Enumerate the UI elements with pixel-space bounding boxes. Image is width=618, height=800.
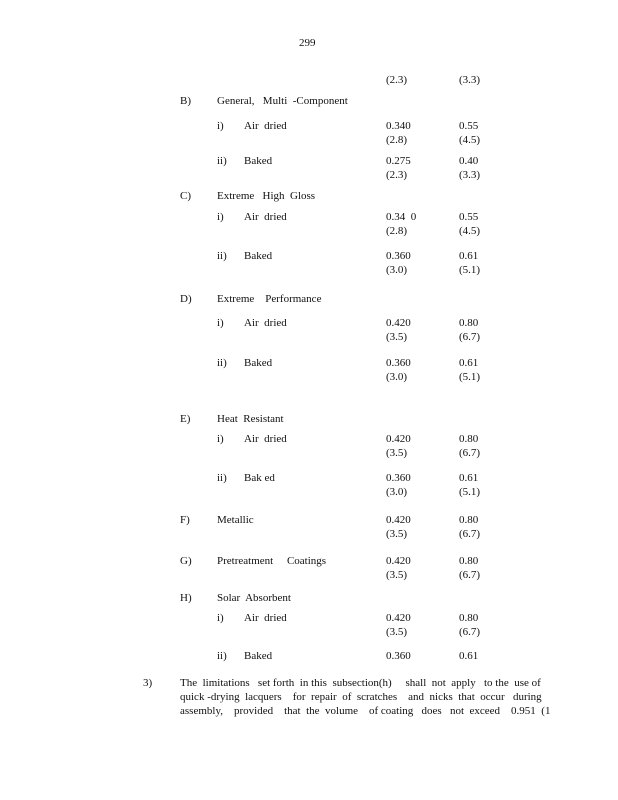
top-value-1: (2.3) bbox=[386, 74, 408, 86]
c-i-label: Air dried bbox=[244, 211, 287, 223]
h-i-num: i) bbox=[217, 612, 224, 624]
d-i-num: i) bbox=[217, 317, 224, 329]
paragraph-number: 3) bbox=[143, 677, 153, 689]
e-i-v1b: (3.5) bbox=[386, 447, 408, 459]
c-i-v2: 0.55 bbox=[459, 211, 479, 223]
f-v1b: (3.5) bbox=[386, 528, 408, 540]
e-i-label: Air dried bbox=[244, 433, 287, 445]
section-letter-d: D) bbox=[180, 293, 192, 305]
e-i-num: i) bbox=[217, 433, 224, 445]
h-i-v2b: (6.7) bbox=[459, 626, 481, 638]
paragraph-text bbox=[180, 676, 551, 718]
g-v1: 0.420 bbox=[386, 555, 411, 567]
c-i-v2b: (4.5) bbox=[459, 225, 481, 237]
c-ii-v2: 0.61 bbox=[459, 250, 479, 262]
b-ii-label: Baked bbox=[244, 155, 273, 167]
paragraph-line: quick -drying lacquers for repair of scratches and nicks that occur during bbox=[180, 691, 542, 703]
d-ii-v2b: (5.1) bbox=[459, 371, 481, 383]
paragraph-line: assembly, provided that the volume of coating does not exceed 0.951 (1 bbox=[180, 705, 551, 717]
h-ii-num: ii) bbox=[217, 650, 227, 662]
d-ii-label: Baked bbox=[244, 357, 273, 369]
b-i-v1: 0.340 bbox=[386, 120, 411, 132]
h-ii-label: Baked bbox=[244, 650, 273, 662]
b-i-v1b: (2.8) bbox=[386, 134, 408, 146]
top-value-2: (3.3) bbox=[459, 74, 481, 86]
b-ii-v2b: (3.3) bbox=[459, 169, 481, 181]
section-letter-h: H) bbox=[180, 592, 192, 604]
e-ii-v2: 0.61 bbox=[459, 472, 479, 484]
b-i-v2b: (4.5) bbox=[459, 134, 481, 146]
section-letter-g: G) bbox=[180, 555, 192, 567]
section-letter-f: F) bbox=[180, 514, 190, 526]
e-i-v1: 0.420 bbox=[386, 433, 411, 445]
b-ii-num: ii) bbox=[217, 155, 227, 167]
g-v2b: (6.7) bbox=[459, 569, 481, 581]
e-ii-v1b: (3.0) bbox=[386, 486, 408, 498]
e-ii-v1: 0.360 bbox=[386, 472, 411, 484]
d-i-label: Air dried bbox=[244, 317, 287, 329]
section-title-b: General, Multi -Component bbox=[217, 95, 348, 107]
section-title-e: Heat Resistant bbox=[217, 413, 284, 425]
page-number: 299 bbox=[299, 37, 316, 49]
section-letter-c: C) bbox=[180, 190, 191, 202]
h-i-v1b: (3.5) bbox=[386, 626, 408, 638]
section-letter-b: B) bbox=[180, 95, 191, 107]
g-v2: 0.80 bbox=[459, 555, 479, 567]
d-ii-num: ii) bbox=[217, 357, 227, 369]
b-ii-v2: 0.40 bbox=[459, 155, 479, 167]
b-i-label: Air dried bbox=[244, 120, 287, 132]
c-ii-label: Baked bbox=[244, 250, 273, 262]
d-i-v2b: (6.7) bbox=[459, 331, 481, 343]
c-ii-v1b: (3.0) bbox=[386, 264, 408, 276]
h-i-v1: 0.420 bbox=[386, 612, 411, 624]
c-i-v1b: (2.8) bbox=[386, 225, 408, 237]
section-title-g: Pretreatment Coatings bbox=[217, 555, 327, 567]
d-ii-v1: 0.360 bbox=[386, 357, 411, 369]
d-i-v2: 0.80 bbox=[459, 317, 479, 329]
b-i-num: i) bbox=[217, 120, 224, 132]
e-i-v2: 0.80 bbox=[459, 433, 479, 445]
g-v1b: (3.5) bbox=[386, 569, 408, 581]
e-ii-label: Bak ed bbox=[244, 472, 275, 484]
paragraph-line: The limitations set forth in this subsection(h) shall not apply to the use of bbox=[180, 677, 541, 689]
d-i-v1b: (3.5) bbox=[386, 331, 408, 343]
h-ii-v1: 0.360 bbox=[386, 650, 411, 662]
section-title-d: Extreme Performance bbox=[217, 293, 322, 305]
f-v2b: (6.7) bbox=[459, 528, 481, 540]
c-i-num: i) bbox=[217, 211, 224, 223]
section-title-c: Extreme High Gloss bbox=[217, 190, 316, 202]
b-ii-v1b: (2.3) bbox=[386, 169, 408, 181]
e-i-v2b: (6.7) bbox=[459, 447, 481, 459]
b-ii-v1: 0.275 bbox=[386, 155, 411, 167]
h-i-v2: 0.80 bbox=[459, 612, 479, 624]
section-letter-e: E) bbox=[180, 413, 191, 425]
d-ii-v2: 0.61 bbox=[459, 357, 479, 369]
c-ii-num: ii) bbox=[217, 250, 227, 262]
f-v2: 0.80 bbox=[459, 514, 479, 526]
f-v1: 0.420 bbox=[386, 514, 411, 526]
h-ii-v2: 0.61 bbox=[459, 650, 479, 662]
c-ii-v1: 0.360 bbox=[386, 250, 411, 262]
b-i-v2: 0.55 bbox=[459, 120, 479, 132]
section-title-f: Metallic bbox=[217, 514, 254, 526]
e-ii-num: ii) bbox=[217, 472, 227, 484]
c-ii-v2b: (5.1) bbox=[459, 264, 481, 276]
d-ii-v1b: (3.0) bbox=[386, 371, 408, 383]
c-i-v1: 0.34 0 bbox=[386, 211, 417, 223]
h-i-label: Air dried bbox=[244, 612, 287, 624]
section-title-h: Solar Absorbent bbox=[217, 592, 291, 604]
d-i-v1: 0.420 bbox=[386, 317, 411, 329]
e-ii-v2b: (5.1) bbox=[459, 486, 481, 498]
